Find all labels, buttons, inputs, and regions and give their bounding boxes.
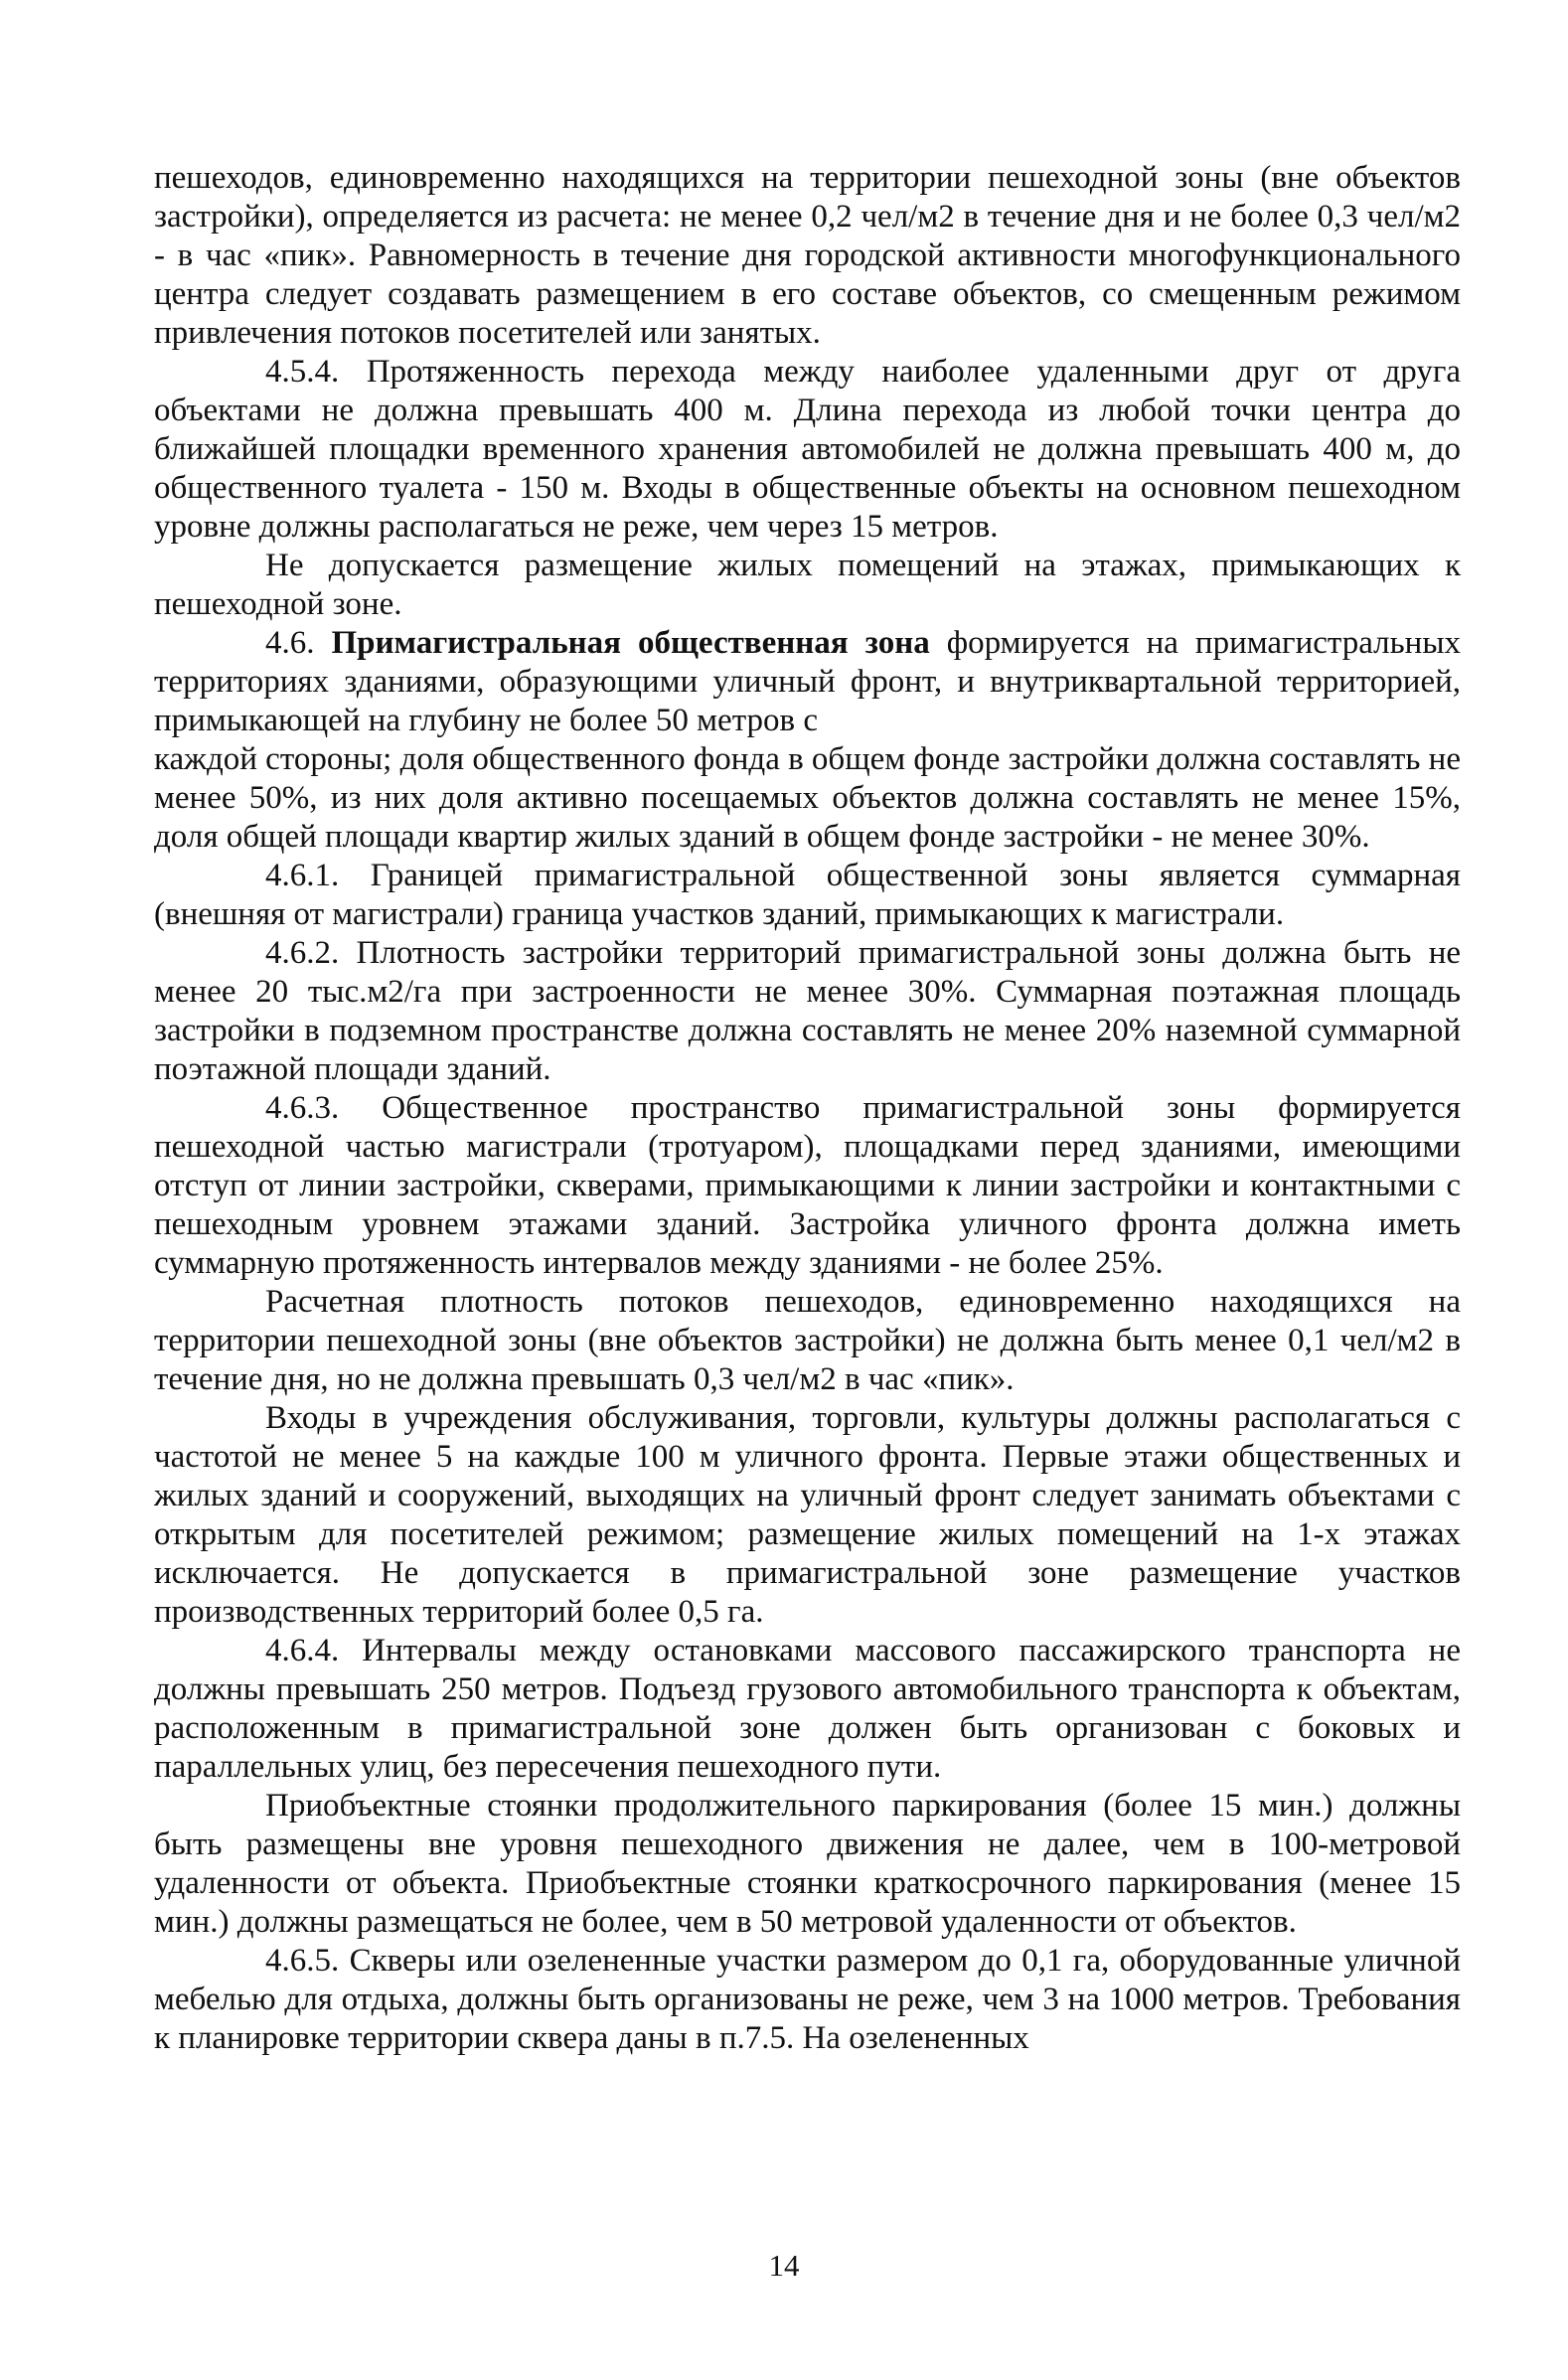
paragraph-4-6-5: 4.6.5. Скверы или озелененные участки размером до 0,1 га, оборудованные уличной мебелью для отдыха, должны быть организованы не реже, чем 3 на 1000 метров. Требования к планировке территории сквера даны в п.7.5. На озелененных — [154, 1943, 1461, 2056]
paragraph-public-fund: каждой стороны; доля общественного фонда в общем фонде застройки должна составлять не менее 50%, из них доля активно посещаемых объектов должна составлять не менее 15%, доля общей площади квартир жилых зданий в общем фонде застройки - не менее 30%. — [154, 741, 1461, 855]
paragraph-residential-restriction: Не допускается размещение жилых помещений на этажах, примыкающих к пешеходной зоне. — [154, 548, 1461, 622]
paragraph-4-6-4: 4.6.4. Интервалы между остановками массового пассажирского транспорта не должны превышать 250 метров. Подъезд грузового автомобильного транспорта к объектам, расположенным в примагистральной зоне должен быть организован с боковых и параллельных улиц, без пересечения пешеходного пути. — [154, 1633, 1461, 1785]
paragraph-continuation: пешеходов, единовременно находящихся на территории пешеходной зоны (вне объектов застройки), определяется из расчета: не менее 0,2 чел/м2 в течение дня и не более 0,3 чел/м2 - в час «пик». Равномерность в течение дня городской активности многофункционального центра следует создавать размещением в его составе объектов, со смещенным режимом привлечения потоков посетителей или занятых. — [154, 160, 1461, 351]
paragraph-4-6 — [154, 624, 1461, 740]
section-term: Примагистральная общественная зона — [331, 625, 930, 661]
section-number: 4.6. — [265, 625, 315, 661]
section-text: формируется на примагистральных территориях зданиями, образующими уличный фронт, и внутриквартальной территорией, примыкающей на глубину не более 50 метров с — [154, 625, 1462, 738]
page-number: 14 — [768, 2248, 800, 2283]
document-page — [154, 159, 1461, 2058]
paragraph-parking: Приобъектные стоянки продолжительного паркирования (более 15 мин.) должны быть размещены вне уровня пешеходного движения не далее, чем в 100-метровой удаленности от объекта. Приобъектные стоянки краткосрочного паркирования (менее 15 мин.) должны размещаться не более, чем в 50 метровой удаленности от объектов. — [154, 1788, 1461, 1940]
paragraph-4-6-2: 4.6.2. Плотность застройки территорий примагистральной зоны должна быть не менее 20 тыс.м2/га при застроенности не менее 30%. Суммарная поэтажная площадь застройки в подземном пространстве должна составлять не менее 20% наземной суммарной поэтажной площади зданий. — [154, 935, 1461, 1087]
paragraph-pedestrian-density: Расчетная плотность потоков пешеходов, единовременно находящихся на территории пешеходной зоны (вне объектов застройки) не должна быть менее 0,1 чел/м2 в течение дня, но не должна превышать 0,3 чел/м2 в час «пик». — [154, 1284, 1461, 1397]
paragraph-4-6-1: 4.6.1. Границей примагистральной общественной зоны является суммарная (внешняя от магистрали) граница участков зданий, примыкающих к магистрали. — [154, 858, 1461, 932]
paragraph-4-5-4: 4.5.4. Протяженность перехода между наиболее удаленными друг от друга объектами не должна превышать 400 м. Длина перехода из любой точки центра до ближайшей площадки временного хранения автомобилей не должна превышать 400 м, до общественного туалета - 150 м. Входы в общественные объекты на основном пешеходном уровне должны располагаться не реже, чем через 15 метров. — [154, 354, 1461, 545]
paragraph-4-6-3: 4.6.3. Общественное пространство примагистральной зоны формируется пешеходной частью магистрали (тротуаром), площадками перед зданиями, имеющими отступ от линии застройки, скверами, примыкающими к линии застройки и контактными с пешеходным уровнем этажами зданий. Застройка уличного фронта должна иметь суммарную протяженность интервалов между зданиями - не более 25%. — [154, 1090, 1461, 1281]
paragraph-entrances: Входы в учреждения обслуживания, торговли, культуры должны располагаться с частотой не менее 5 на каждые 100 м уличного фронта. Первые этажи общественных и жилых зданий и сооружений, выходящих на уличный фронт следует занимать объектами с открытым для посетителей режимом; размещение жилых помещений на 1-х этажах исключается. Не допускается в примагистральной зоне размещение участков производственных территорий более 0,5 га. — [154, 1400, 1461, 1630]
